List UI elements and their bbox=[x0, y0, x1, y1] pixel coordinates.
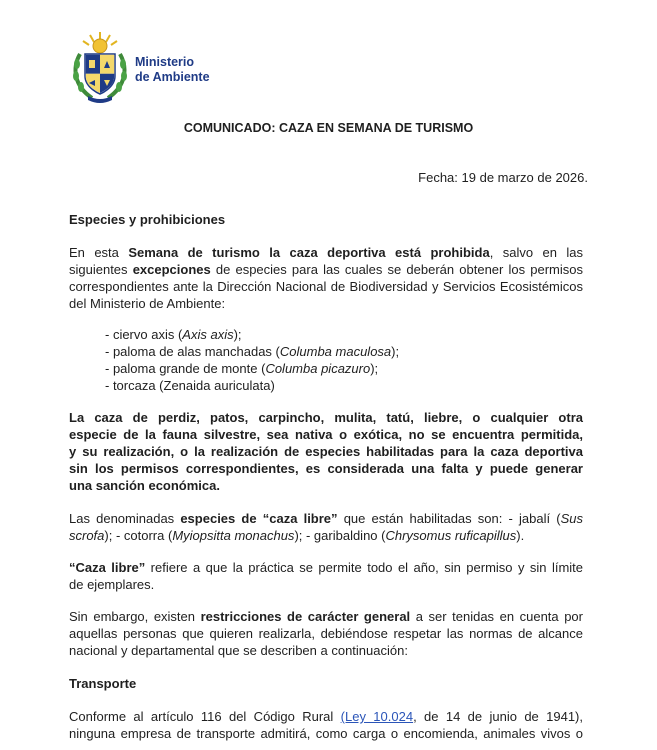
list-item bbox=[105, 343, 399, 360]
text: ); - garibaldino ( bbox=[294, 528, 386, 543]
text: - paloma de alas manchadas ( bbox=[105, 344, 280, 359]
text: En esta bbox=[69, 245, 129, 260]
scientific-name: Myiopsitta monachus bbox=[172, 528, 295, 543]
text: siguientes bbox=[69, 262, 133, 277]
ministry-name-line1: Ministerio bbox=[135, 55, 195, 69]
text: ); bbox=[370, 361, 379, 376]
intro-line bbox=[69, 261, 583, 278]
definition-line: de ejemplares. bbox=[69, 577, 155, 592]
text: ); bbox=[233, 327, 242, 342]
ley-10024-link[interactable]: (Ley 10.024 bbox=[340, 709, 414, 724]
scientific-name: Chrysomus ruficapillus bbox=[385, 528, 517, 543]
scientific-name: Sus bbox=[560, 511, 583, 526]
page-title: COMUNICADO: CAZA EN SEMANA DE TURISMO bbox=[183, 121, 474, 135]
prohibition-line: La caza de perdiz, patos, carpincho, mulita, tatú, liebre, o cualquier otra bbox=[69, 410, 583, 425]
text: refiere a que la práctica se permite todo el año, sin permiso y sin límite bbox=[145, 560, 583, 575]
section-heading-especies: Especies y prohibiciones bbox=[69, 212, 226, 227]
text: que están habilitadas son: - jabalí ( bbox=[337, 511, 561, 526]
text: Sin embargo, existen bbox=[69, 609, 201, 624]
restrictions-line bbox=[69, 608, 583, 625]
uruguay-coat-of-arms-icon bbox=[70, 30, 130, 106]
prohibition-line: y su realización, o la realización de especies habilitadas para la caza deportiva bbox=[69, 444, 583, 459]
list-item bbox=[105, 377, 399, 394]
text: ); - cotorra ( bbox=[104, 528, 173, 543]
caza-libre-line bbox=[69, 527, 583, 544]
text: ); bbox=[391, 344, 400, 359]
ministry-name bbox=[135, 55, 210, 85]
bold-text: “Caza libre” bbox=[69, 560, 146, 575]
intro-line bbox=[69, 244, 583, 261]
prohibition-line: una sanción económica. bbox=[69, 478, 220, 493]
definition-line bbox=[69, 559, 583, 576]
transport-line: ninguna empresa de transporte admitirá, como carga o encomienda, animales vivos o bbox=[69, 726, 583, 741]
restrictions-line: aquellas personas que quieren realizarla, debiéndose respetar las normas de alcance bbox=[69, 626, 583, 641]
scientific-name: Axis axis bbox=[182, 327, 234, 342]
list-item bbox=[105, 360, 399, 377]
text: Conforme al artículo 116 del Código Rural bbox=[69, 709, 341, 724]
scientific-name: Columba picazuro bbox=[265, 361, 371, 376]
intro-paragraph bbox=[69, 244, 583, 312]
bold-text: restricciones de carácter general bbox=[200, 609, 411, 624]
intro-line: del Ministerio de Ambiente: bbox=[69, 296, 226, 311]
transport-paragraph bbox=[69, 708, 583, 742]
caza-libre-line bbox=[69, 510, 583, 527]
caza-libre-definition bbox=[69, 559, 583, 593]
restrictions-paragraph bbox=[69, 608, 583, 659]
prohibition-paragraph bbox=[69, 409, 583, 494]
text: - ciervo axis ( bbox=[105, 327, 183, 342]
prohibition-line: especie de la fauna silvestre, sea nativa o exótica, no se encuentra permitida, bbox=[69, 427, 583, 442]
scientific-name: Columba maculosa bbox=[279, 344, 392, 359]
restrictions-line: nacional y departamental que se describen a continuación: bbox=[69, 643, 408, 658]
scientific-name: scrofa bbox=[69, 528, 105, 543]
document-date: Fecha: 19 de marzo de 2026. bbox=[418, 170, 588, 185]
text: de especies para las cuales se deberán obtener los permisos bbox=[210, 262, 583, 277]
caza-libre-paragraph bbox=[69, 510, 583, 544]
section-heading-transporte: Transporte bbox=[69, 676, 137, 691]
list-item bbox=[105, 326, 399, 343]
text: - torcaza (Zenaida auriculata) bbox=[105, 378, 275, 393]
bold-text: excepciones bbox=[132, 262, 211, 277]
text: ). bbox=[516, 528, 525, 543]
ministry-name-line2: de Ambiente bbox=[135, 70, 210, 84]
text: a ser tenidas en cuenta por bbox=[410, 609, 583, 624]
text: , salvo en las bbox=[489, 245, 583, 260]
text: - paloma grande de monte ( bbox=[105, 361, 266, 376]
exceptions-list bbox=[105, 326, 399, 394]
transport-line bbox=[69, 708, 583, 725]
text: , de 14 de junio de 1941), bbox=[413, 709, 583, 724]
bold-text: Semana de turismo la caza deportiva está prohibida bbox=[128, 245, 490, 260]
prohibition-line: sin los permisos correspondientes, es considerada una falta y puede generar bbox=[69, 461, 583, 476]
bold-text: especies de “caza libre” bbox=[180, 511, 338, 526]
intro-line: correspondientes ante la Dirección Nacional de Biodiversidad y Servicios Ecosistémicos bbox=[69, 279, 583, 294]
text: Las denominadas bbox=[69, 511, 181, 526]
